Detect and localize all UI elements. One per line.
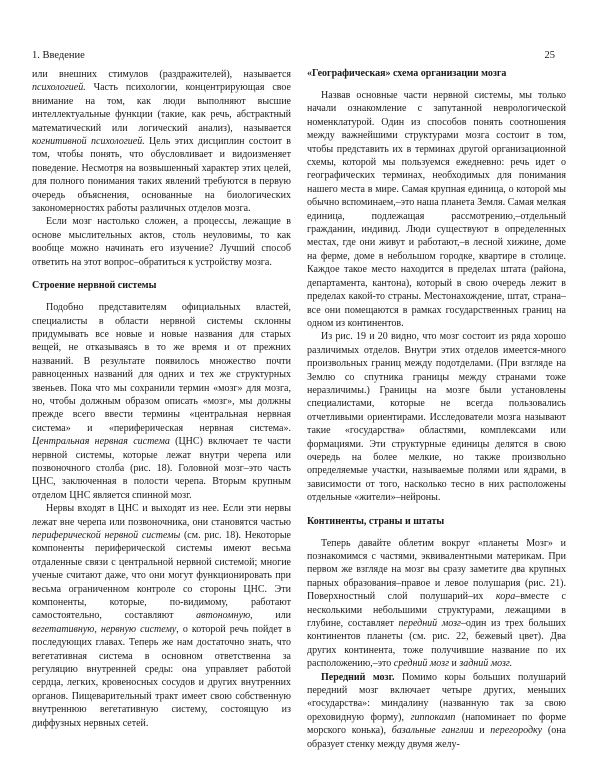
paragraph: Назвав основные части нервной системы, мы только начали ознакомление с запутанной неврологической номенклатурой. Один из способов понять соотношения между важнейшими структурами мозга состоит в том, чтобы представить их в терминах другой организационной схемы, которой мы пользуемся ежедневно: речь идет о географических терминах, необходимых для понимания нашего места в мире. Самая крупная единица, о которой мы обычно вспоминаем,–это наша планета Земля. Самая мелкая единица, подлежащая рассмотрению,–отдельный гражданин, индивид. Люди существуют в определенных местах, где они живут и работают,–в лесной хижине, доме на ферме, доме в небольшом городке, квартире в столице. Каждое такое место находится в пределах штата (района, департамента, кантона), который в свою очередь лежит в пределах какой-то страны. Местонахождение, штат, страна–все они помещаются в рамках государственных границ на одном из континентов. (307, 90, 566, 329)
paragraph: Нервы входят в ЦНС и выходят из нее. Если эти нервы лежат вне черепа или позвоночника, они становятся частью периферической нервной системы (см. рис. 18). Некоторые компоненты периферической системы имеют весьма отдаленные связи с центральной нервной системой; многие ученые считают даже, что они могут функционировать при весьма ограниченном контроле со стороны ЦНС. Эти компоненты, которые, по-видимому, работают самостоятельно, составляют автономную, или вегетативную, нервную систему, о которой речь пойдет в последующих главах. Теперь же нам достаточно знать, что вегетативная система в основном ответственна за регуляцию внутренней среды: она управляет работой сердца, легких, кровеносных сосудов и других внутренних органов. Пищеварительный тракт имеет свою собственную внутреннюю вегетативную систему, состоящую из диффузных нервных сетей. (32, 503, 291, 729)
term-basal-ganglia: базальные ганглии (391, 725, 474, 737)
term-midbrain: средний мозг (393, 658, 449, 670)
term-autonomic: автономную (196, 610, 251, 622)
term-septum: перегородку (490, 725, 543, 737)
term-vegetative: вегетативную, нервную систему (32, 623, 177, 635)
term-pns: периферической нервной системы (32, 530, 181, 541)
paragraph: Из рис. 19 и 20 видно, что мозг состоит из ряда хорошо различимых отделов. Внутри этих отделов имеется-много произвольных границ между подотделами. (При взгляде на Землю со спутника границы между странами тоже неразличимы.) Границы на мозге были установлены специалистами, которые не всегда пользовались отчетливыми ориентирами. Исследователи мозга называют такие «государства» областями, комплексами или формациями. Эти структурные единицы делятся в свою очередь на более мелкие, но также произвольно определяемые участки, называемые полями или ядрами, в зависимости от того, насколько тесно в них расположены отдельные «жители»–нейроны. (307, 331, 566, 504)
section-heading: Строение нервной системы (32, 280, 157, 292)
paragraph: Подобно представителям официальных властей, специалисты в области нервной системы склонны придумывать все новые и новые названия для старых вещей, не отказываясь в то же время и от прежних названий. В результате появилось множество почти равноценных названий для одних и тех же структурных звеньев. Пока что мы сохранили термин «мозг» для мозга, но, чтобы должным образом описать «мозг», мы должны прежде всего ввести термины «центральная нервная система» и «периферическая нервная система». Центральная нервная система (ЦНС) включает те части нервной системы, которые лежат внутри черепа или позвоночного столба (рис. 18). Головной мозг–это часть ЦНС, заключенная в полости черепа. Вторым крупным отделом ЦНС является спинной мозг. (32, 302, 291, 501)
term-forebrain: передний мозг (398, 618, 461, 630)
paragraph: Передний мозг. Помимо коры больших полушарий передний мозг включает четыре других, меньших «государства»: миндалину (названную так за свою ореховидную форму), гиппокамп (напоминает по форме морского конька), базальные ганглии и перегородку (она образует стенку между двумя желу- (307, 671, 567, 750)
section-title: 1. Введение (32, 50, 85, 61)
term-cortex: кора (495, 591, 516, 603)
term-psychology: психологией. (32, 82, 86, 94)
left-column (32, 68, 291, 730)
term-cognitive-psychology: когнитивной психологией. (32, 136, 145, 148)
section-heading: Континенты, страны и штаты (307, 515, 445, 527)
paragraph: Теперь давайте облетим вокруг «планеты Мозг» и познакомимся с частями, эквивалентными материкам. При первом же взгляде на мозг вы сразу заметите два крупных парных образования–правое и левое полушария (рис. 21). Поверхностный слой полушарий–их кора–вместе с несколькими небольшими структурами, лежащими в глубине, составляет передний мозг–один из трех больших континентов планеты (см. рис. 22, бежевый цвет). Два других континента, тоже получившие название по их расположению,–это средний мозг и задний мозг. (307, 537, 566, 670)
term-hindbrain: задний мозг. (459, 658, 513, 670)
page-number: 25 (544, 50, 555, 61)
section-heading: «Географическая» схема организации мозга (307, 68, 507, 79)
paragraph: или внешних стимулов (раздражителей), называется психологией. Часть психологии, концентрирующая свое внимание на том, как люди выполняют высшие интеллектуальные функции (такие, как речь, абстрактный математический или логический анализ), называется когнитивной психологией. Цель этих дисциплин состоит в том, чтобы понять, что обусловливает и видоизменяет поведение. Несмотря на возвышенный характер этих целей, для полного понимания таких явлений требуются в первую очередь объяснения, основанные на биологических закономерностях работы различных отделов мозга. (32, 69, 291, 215)
running-header (32, 50, 555, 61)
term-cns: Центральная нервная система (32, 436, 170, 448)
right-column (307, 68, 566, 751)
paragraph: Если мозг настолько сложен, а процессы, лежащие в основе мыслительных актов, столь неуловимы, то как вообще можно начинать его изучение? Лучший способ ответить на этот вопрос–обратиться к устройству мозга. (32, 216, 291, 268)
term-hippocampus: гиппокамп (410, 711, 456, 723)
run-in-heading: Передний мозг. (321, 671, 395, 683)
